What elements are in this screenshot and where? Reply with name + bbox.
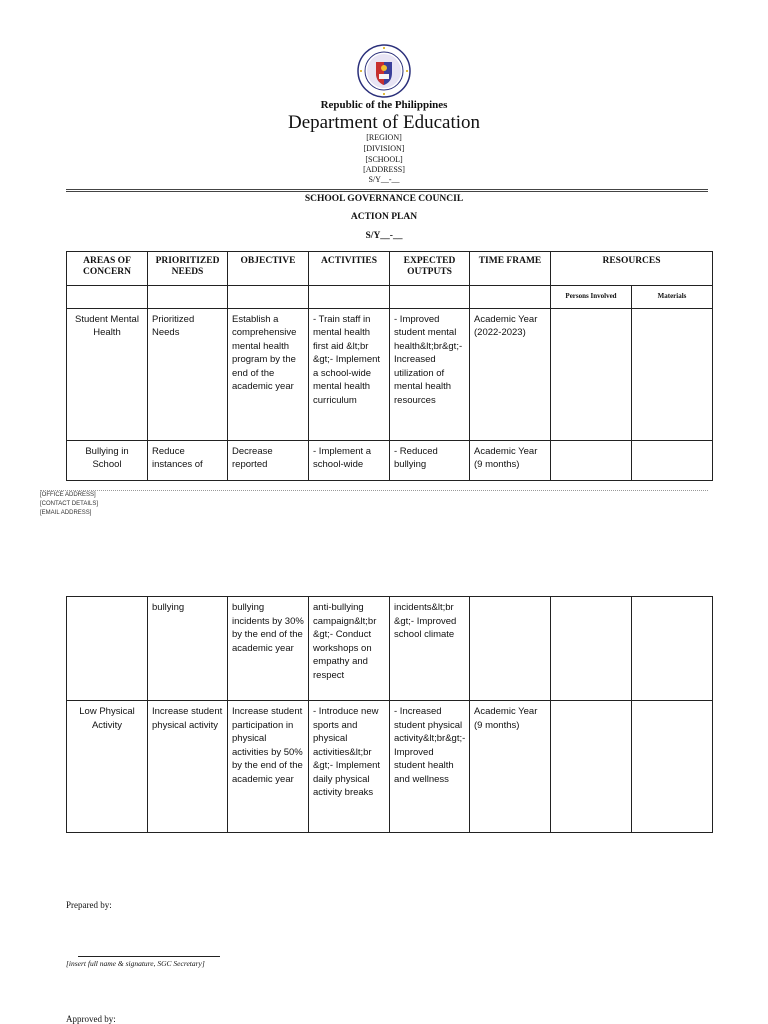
cell-objective: Decrease reported <box>228 440 309 480</box>
col-header-timeframe: TIME FRAME <box>470 252 551 286</box>
division-field: [DIVISION] <box>363 144 405 153</box>
cell-outputs: - Increased student physical activity&lt;br&gt;- Improved student health and wellness <box>390 701 470 833</box>
col-header-resources: RESOURCES <box>551 252 713 286</box>
col-header-outputs: EXPECTED OUTPUTS <box>390 252 470 286</box>
region-field: [REGION] <box>366 133 402 142</box>
cell-outputs: - Improved student mental health&lt;br&gt;- Increased utilization of mental health resources <box>390 308 470 440</box>
cell-activities: - Implement a school-wide <box>309 440 390 480</box>
empty-cell <box>67 286 148 309</box>
cell-objective: Establish a comprehensive mental health program by the end of the academic year <box>228 308 309 440</box>
footer-block <box>40 491 98 518</box>
header-sy: S/Y__-__ <box>368 175 400 184</box>
address-field: [ADDRESS] <box>363 165 405 174</box>
cell-persons <box>551 308 632 440</box>
deped-seal-logo <box>357 44 411 98</box>
empty-cell <box>309 286 390 309</box>
col-header-areas: AREAS OF CONCERN <box>67 252 148 286</box>
cell-area: Bullying in School <box>67 440 148 480</box>
empty-cell <box>148 286 228 309</box>
cell-area: Student Mental Health <box>67 308 148 440</box>
sub-header-persons: Persons Involved <box>551 286 632 309</box>
table-row <box>67 308 713 440</box>
prepared-by-label: Prepared by: <box>66 900 112 910</box>
cell-timeframe: Academic Year (9 months) <box>470 440 551 480</box>
empty-cell <box>228 286 309 309</box>
approved-by-label: Approved by: <box>66 1014 116 1024</box>
header-divider <box>66 189 708 190</box>
contact-details: [CONTACT DETAILS] <box>40 501 99 507</box>
cell-persons <box>551 597 632 701</box>
cell-activities: anti-bullying campaign&lt;br &gt;- Conduct workshops on empathy and respect <box>309 597 390 701</box>
table-row <box>67 440 713 480</box>
cell-needs: Reduce instances of <box>148 440 228 480</box>
cell-outputs: - Reduced bullying <box>390 440 470 480</box>
council-title: SCHOOL GOVERNANCE COUNCIL <box>304 194 464 204</box>
empty-cell <box>470 286 551 309</box>
school-field: [SCHOOL] <box>365 155 403 164</box>
action-plan-table <box>66 251 713 481</box>
cell-objective: bullying incidents by 30% by the end of the academic year <box>228 597 309 701</box>
cell-activities: - Introduce new sports and physical activities&lt;br &gt;- Implement daily physical activity breaks <box>309 701 390 833</box>
cell-outputs: incidents&lt;br &gt;- Improved school climate <box>390 597 470 701</box>
signature-note: [insert full name & signature, SGC Secretary] <box>66 959 205 968</box>
header-row <box>67 252 713 286</box>
cell-needs: Prioritized Needs <box>148 308 228 440</box>
table-row <box>67 597 713 701</box>
empty-cell <box>390 286 470 309</box>
cell-objective: Increase student participation in physical activities by 50% by the end of the academic year <box>228 701 309 833</box>
republic-heading: Republic of the Philippines <box>320 99 448 111</box>
email-address: [EMAIL ADDRESS] <box>40 510 92 516</box>
footer-divider <box>40 490 708 491</box>
department-heading: Department of Education <box>287 112 481 133</box>
office-address: [OFFICE ADDRESS] <box>40 492 96 498</box>
col-header-activities: ACTIVITIES <box>309 252 390 286</box>
cell-materials <box>632 308 713 440</box>
cell-needs: Increase student physical activity <box>148 701 228 833</box>
cell-timeframe <box>470 597 551 701</box>
action-plan-title: ACTION PLAN <box>350 212 418 222</box>
cell-persons <box>551 440 632 480</box>
subheader-row <box>67 286 713 309</box>
cell-area <box>67 597 148 701</box>
cell-materials <box>632 440 713 480</box>
cell-materials <box>632 597 713 701</box>
cell-materials <box>632 701 713 833</box>
signature-line <box>78 956 220 957</box>
plan-sy: S/Y__-__ <box>365 231 403 241</box>
cell-persons <box>551 701 632 833</box>
sub-header-materials: Materials <box>632 286 713 309</box>
cell-area: Low Physical Activity <box>67 701 148 833</box>
cell-activities: - Train staff in mental health first aid &lt;br &gt;- Implement a school-wide mental health curriculum <box>309 308 390 440</box>
action-plan-table-continued <box>66 596 713 833</box>
cell-timeframe: Academic Year (9 months) <box>470 701 551 833</box>
col-header-needs: PRIORITIZED NEEDS <box>148 252 228 286</box>
header-divider-2 <box>66 191 708 192</box>
table-row <box>67 701 713 833</box>
cell-needs: bullying <box>148 597 228 701</box>
cell-timeframe: Academic Year (2022-2023) <box>470 308 551 440</box>
col-header-objective: OBJECTIVE <box>228 252 309 286</box>
